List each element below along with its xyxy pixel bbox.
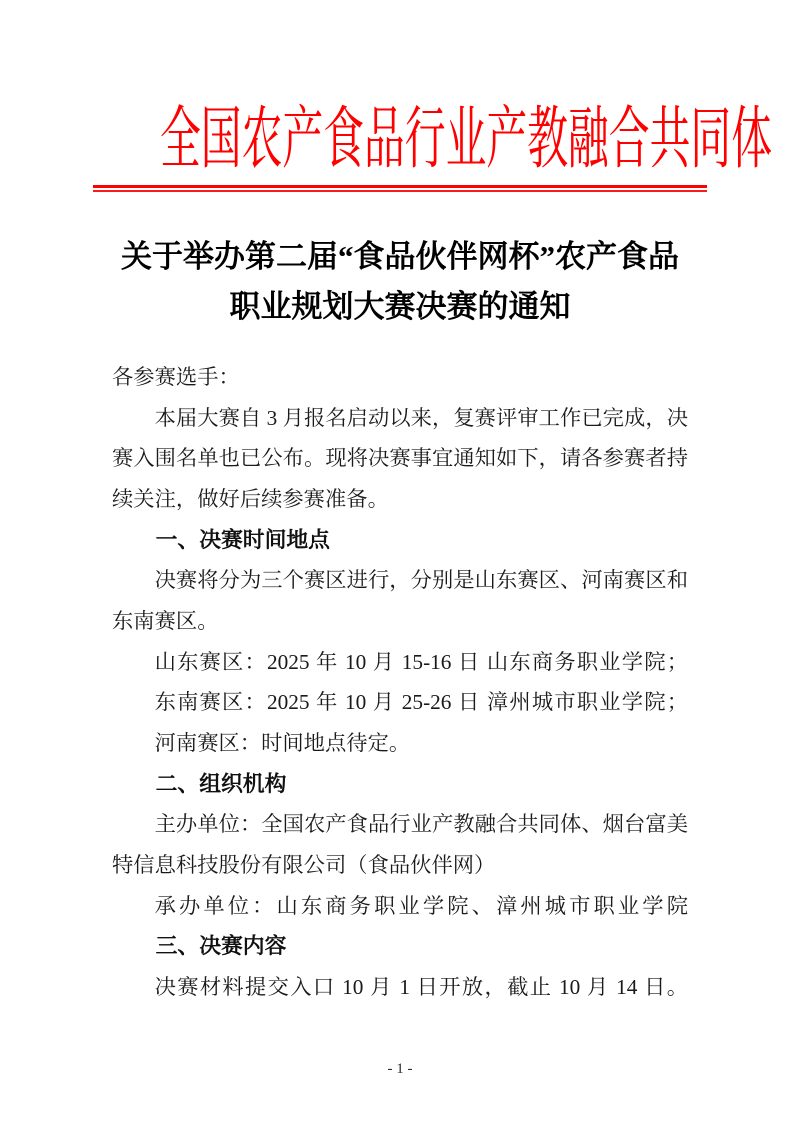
shandong-venue: 山东赛区：2025 年 10 月 15-16 日 山东商务职业学院； bbox=[154, 649, 688, 674]
notice-title bbox=[60, 232, 740, 332]
section-1-line-1: 决赛将分为三个赛区进行，分别是山东赛区、河南赛区和 bbox=[154, 568, 688, 593]
banner-rule-thin bbox=[93, 190, 707, 192]
section-2-heading: 二、组织机构 bbox=[155, 770, 287, 796]
southeast-venue: 东南赛区：2025 年 10 月 25-26 日 漳州城市职业学院； bbox=[154, 690, 688, 715]
henan-venue: 河南赛区：时间地点待定。 bbox=[154, 730, 411, 755]
banner-double-rule bbox=[93, 185, 707, 192]
org-banner-title: 全国农产食品行业产教融合共同体 bbox=[159, 101, 773, 177]
organizer-line-1: 主办单位：全国农产食品行业产教融合共同体、烟台富美 bbox=[154, 812, 688, 837]
intro-line-2: 赛入围名单也已公布。现将决赛事宜通知如下，请各参赛者持 bbox=[112, 446, 688, 471]
salutation: 各参赛选手： bbox=[112, 365, 240, 389]
intro-line-1: 本届大赛自 3 月报名启动以来，复赛评审工作已完成，决 bbox=[154, 405, 688, 430]
notice-title-line-2: 职业规划大赛决赛的通知 bbox=[229, 289, 571, 324]
section-1-heading: 一、决赛时间地点 bbox=[155, 526, 330, 552]
section-3-heading: 三、决赛内容 bbox=[155, 933, 287, 959]
notice-title-line-1: 关于举办第二届“食品伙伴网杯”农产食品 bbox=[121, 239, 679, 274]
page-footer bbox=[0, 1058, 800, 1080]
organizer-line-2: 特信息科技股份有限公司（食品伙伴网） bbox=[112, 852, 496, 877]
intro-line-3: 续关注，做好后续参赛准备。 bbox=[112, 486, 389, 511]
notice-body bbox=[112, 357, 688, 1008]
undertaker-line: 承办单位：山东商务职业学院、漳州城市职业学院 bbox=[154, 893, 688, 918]
page-number: - 1 - bbox=[387, 1061, 413, 1077]
section-1-line-2: 东南赛区。 bbox=[112, 608, 219, 633]
submission-window-line: 决赛材料提交入口 10 月 1 日开放，截止 10 月 14 日。 bbox=[154, 974, 688, 999]
